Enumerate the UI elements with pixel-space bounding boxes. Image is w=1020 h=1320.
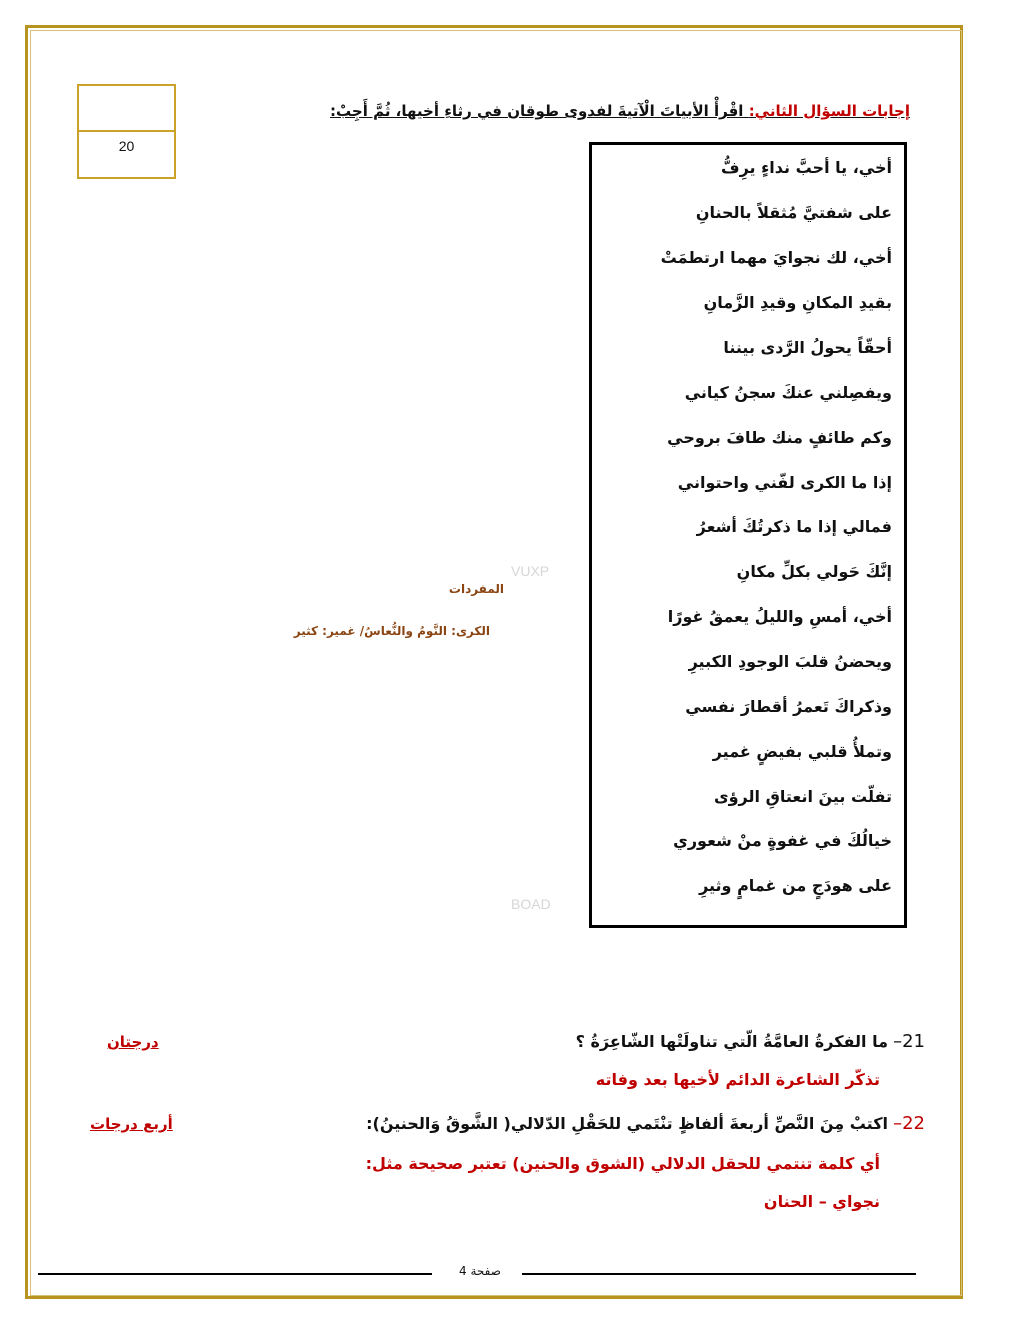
- question-22-points: أربع درجات: [90, 1115, 173, 1133]
- score-box: [77, 84, 176, 179]
- poem-line: وكم طائفٍ منك طافَ بروحي: [667, 428, 892, 447]
- question-21-answer: تذكّر الشاعرة الدائم لأخيها بعد وفاته: [595, 1070, 880, 1089]
- poem-line: أخي، أمسِ والليلُ يعمقُ غورًا: [667, 607, 892, 626]
- vocabulary-text: الكرى: النَّومُ والنُّعاسُ/ غمير: كثير: [293, 624, 490, 638]
- poem-line: أخي، لك نجوايَ مهما ارتطمَتْ: [660, 248, 892, 267]
- question-22-answer-line2: نجواي – الحنان: [763, 1192, 880, 1211]
- question-22-number: 22–: [893, 1113, 925, 1134]
- poem-line: تفلّت بينَ انعتاقِ الرؤى: [713, 787, 892, 806]
- question-21-text: ما الفكرةُ العامَّةُ الّتي تناولَتْها الشّاعِرَةُ ؟: [575, 1032, 888, 1051]
- poem-line: أحقّاً يحولُ الرَّدى بيننا: [723, 338, 892, 357]
- poem-line: خيالُكَ في غفوةٍ منْ شعوري: [673, 831, 892, 850]
- watermark-top: VUXP: [511, 563, 550, 579]
- poem-line: بقيدِ المكانِ وقيدِ الزَّمانِ: [703, 293, 892, 312]
- poem-line: ويفصِلني عنكَ سجنُ كياني: [684, 383, 892, 402]
- poem-line: على هودَجٍ من غمامٍ وثيرِ: [699, 876, 892, 895]
- poem-line: وذكراكَ تَعمرُ أقطارَ نفسي: [685, 697, 892, 716]
- score-divider: [79, 130, 174, 132]
- poem-line: أخي، يا أحبَّ نداءٍ يرِفُّ: [721, 158, 892, 177]
- question-21: [576, 1031, 925, 1052]
- poem-line: إذا ما الكرى لفّني واحتواني: [677, 473, 892, 492]
- question-21-number: 21–: [893, 1031, 925, 1052]
- score-value: 20: [118, 138, 135, 154]
- poem-line: فمالي إذا ما ذكرتُكَ أشعرُ: [696, 517, 892, 536]
- footer-rule-left: [38, 1273, 432, 1275]
- poem-box: [589, 142, 907, 928]
- poem-line: على شفتيَّ مُثقلاً بالحنانِ: [695, 203, 892, 222]
- question-title: [330, 102, 910, 120]
- question-22: [366, 1113, 925, 1134]
- watermark-bottom: BOAD: [511, 896, 551, 912]
- question-22-answer-line1: أي كلمة تنتمي للحقل الدلالي (الشوق والحنين) تعتبر صحيحة مثل:: [365, 1154, 880, 1173]
- poem-line: وتملأُ قلبي بفيضٍ غمير: [712, 742, 892, 761]
- question-label: إجابات السؤال الثاني:: [748, 102, 910, 120]
- question-22-text: اكتبْ مِنَ النَّصِّ أربعةَ ألفاظٍ تنْتَمي للحَقْلِ الدّلالي( الشَّوقُ وَالحنينُ):: [366, 1114, 888, 1133]
- question-21-points: درجتان: [107, 1033, 159, 1051]
- poem-line: ويحضنُ قلبَ الوجودِ الكبيرِ: [688, 652, 892, 671]
- question-text: اقْرأْ الأبياتَ الْآتيةَ لفدوى طوقان في رثاءِ أخيها، ثُمَّ أَجِبْ:: [330, 102, 744, 120]
- page-number: صفحة 4: [459, 1264, 501, 1278]
- footer-rule-right: [522, 1273, 916, 1275]
- poem-line: إنَّكَ حَولي بكلِّ مكانِ: [736, 562, 892, 581]
- vocabulary-title: المفردات: [448, 582, 504, 596]
